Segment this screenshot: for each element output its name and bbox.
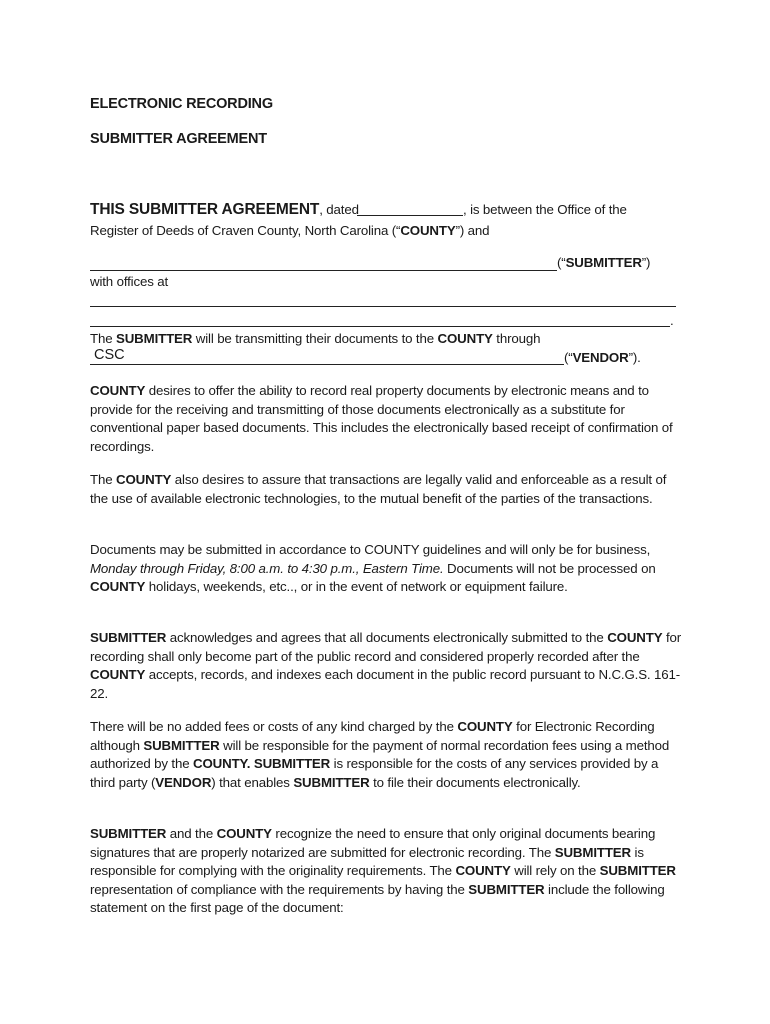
paragraph-fees: There will be no added fees or costs of any kind charged by the COUNTY for Electronic Recording although SUBMITTER will be responsible for the payment of normal recordation fees using a method authorized by the COUNTY. SUBMITTER is responsible for the costs of any services provided by a third party (VENDOR) that enables SUBMITTER to file their documents electronically. [90, 719, 670, 790]
agreement-lead: THIS SUBMITTER AGREEMENT [90, 201, 320, 218]
vendor-transmit-line: The SUBMITTER will be transmitting their documents to the COUNTY through [90, 331, 541, 346]
intro-line-1: THIS SUBMITTER AGREEMENT, dated [90, 201, 359, 218]
paragraph-originality: SUBMITTER and the COUNTY recognize the need to ensure that only original documents bearing signatures that are properly notarized are submitted for electronic recording. The SUBMITTER is responsible for complying with the originality requirements. The COUNTY will rely on the SUBMITTER representation of compliance with the requirements by having the SUBMITTER include the following statement on the first page of the document: [90, 826, 676, 916]
vendor-name-fill: CSC [94, 347, 125, 363]
paragraph-legally-valid: The COUNTY also desires to assure that transactions are legally valid and enforceable as a result of the use of available electronic technologies, to the mutual benefit of the parties of the transactions. [90, 472, 667, 506]
address-line-2 [90, 326, 670, 327]
paragraph-public-record: SUBMITTER acknowledges and agrees that all documents electronically submitted to the COUNTY for recording shall only become part of the public record and considered properly recorded after the COUNTY accepts, records, and indexes each document in the public record pursuant to N.C.G.S. 161-22. [90, 630, 682, 701]
address-line-1 [90, 306, 676, 307]
vendor-blank-line [90, 364, 564, 365]
vendor-label: (“VENDOR”). [564, 350, 641, 365]
intro-between: , is between the Office of the [463, 202, 627, 217]
document-title-line1: ELECTRONIC RECORDING [90, 96, 273, 112]
intro-line-2: Register of Deeds of Craven County, North Carolina (“COUNTY”) and [90, 223, 490, 238]
address-period: . [670, 313, 674, 328]
submitter-blank-line [90, 270, 557, 271]
paragraph-electronic-means: COUNTY desires to offer the ability to record real property documents by electronic means and to provide for the receiving and transmitting of those documents electronically as a substitute for conventional paper based documents. This includes the electronically based receipt of confirmation of recordings. [90, 383, 673, 454]
date-blank-line [357, 215, 463, 216]
paragraph-business-hours: Documents may be submitted in accordance to COUNTY guidelines and will only be for business, Monday through Friday, 8:00 a.m. to 4:30 p.m., Eastern Time. Documents will not be processed on COUNTY holidays, weekends, etc.., or in the event of network or equipment failure. [90, 542, 656, 595]
offices-label: with offices at [90, 274, 169, 289]
document-title-line2: SUBMITTER AGREEMENT [90, 131, 267, 147]
submitter-label: (“SUBMITTER”) [557, 255, 651, 270]
